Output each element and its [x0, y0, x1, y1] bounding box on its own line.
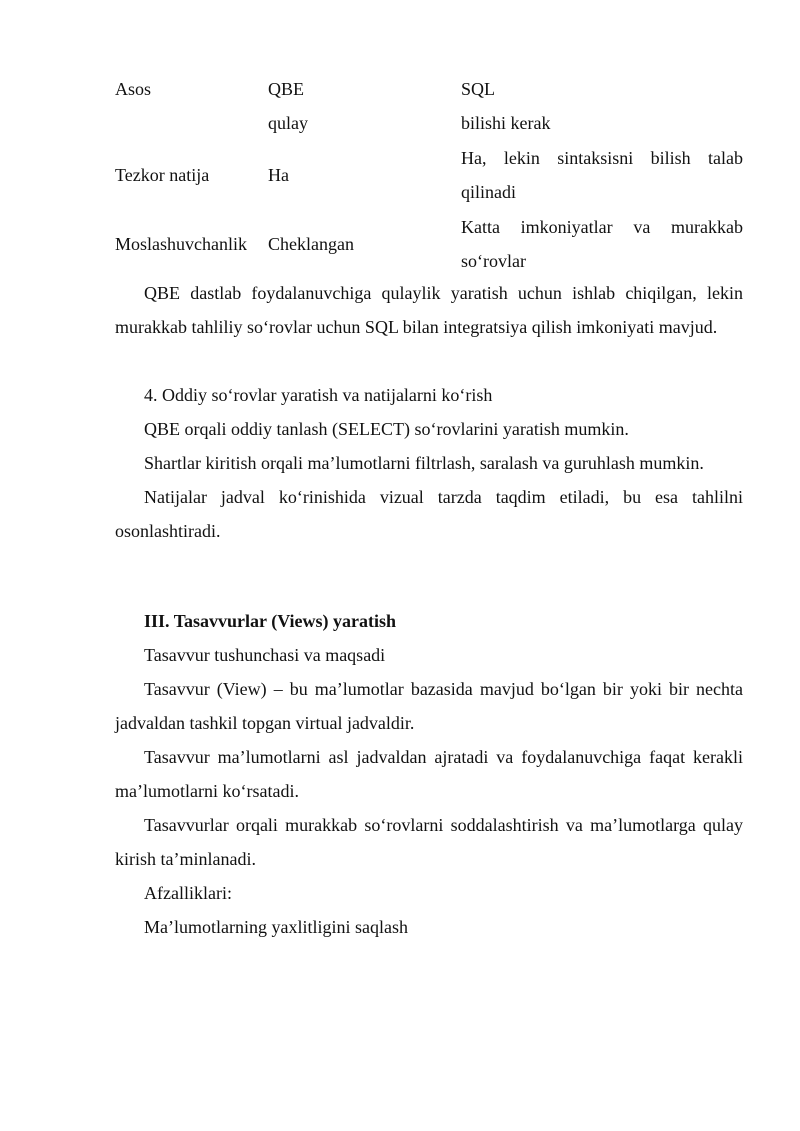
table-cell-sql-value: Katta imkoniyatlar va murakkab so‘rovlar [461, 217, 743, 271]
table-cell-row-label: Tezkor natija [115, 165, 210, 185]
table-cell-row-label: Moslashuvchanlik [115, 234, 247, 254]
paragraph-view-separation: Tasavvur ma’lumotlarni asl jadvaldan ajratadi va foydalanuvchiga faqat kerakli ma’lumotlarni ko‘rsatadi. [115, 747, 743, 801]
table-header-basis: Asos [115, 79, 152, 99]
comparison-table [115, 70, 743, 276]
table-cell-qbe-convenience: qulay [268, 113, 308, 133]
paragraph-section-4-title: 4. Oddiy so‘rovlar yaratish va natijalarni ko‘rish [144, 385, 493, 405]
table-header-qbe: QBE [268, 79, 304, 99]
paragraph-qbe-summary: QBE dastlab foydalanuvchiga qulaylik yaratish uchun ishlab chiqilgan, lekin murakkab tahliliy so‘rovlar uchun SQL bilan integratsiya qilish imkoniyati mavjud. [115, 283, 743, 337]
table-cell-qbe-value: Ha [268, 165, 289, 185]
table-cell-qbe-value: Cheklangan [268, 234, 354, 254]
table-cell-sql-value: Ha, lekin sintaksisni bilish talab qilinadi [461, 148, 743, 202]
paragraph-data-integrity: Ma’lumotlarning yaxlitligini saqlash [144, 917, 408, 937]
paragraph-view-simplify: Tasavvurlar orqali murakkab so‘rovlarni soddalashtirish va ma’lumotlarga qulay kirish ta’minlanadi. [115, 815, 743, 869]
paragraph-view-concept: Tasavvur tushunchasi va maqsadi [144, 645, 386, 665]
section-heading-views: III. Tasavvurlar (Views) yaratish [144, 611, 397, 631]
paragraph-select-queries: QBE orqali oddiy tanlash (SELECT) so‘rovlarini yaratish mumkin. [144, 419, 629, 439]
paragraph-advantages-label: Afzalliklari: [144, 883, 232, 903]
document-page [115, 70, 743, 944]
paragraph-conditions: Shartlar kiritish orqali ma’lumotlarni filtrlash, saralash va guruhlash mumkin. [144, 453, 704, 473]
paragraph-view-definition: Tasavvur (View) – bu ma’lumotlar bazasida mavjud bo‘lgan bir yoki bir nechta jadvaldan tashkil topgan virtual jadvaldir. [115, 679, 743, 733]
table-header-sql: SQL [461, 79, 496, 99]
paragraph-results: Natijalar jadval ko‘rinishida vizual tarzda taqdim etiladi, bu esa tahlilni osonlashtiradi. [115, 487, 743, 541]
table-cell-sql-knowledge: bilishi kerak [461, 113, 551, 133]
